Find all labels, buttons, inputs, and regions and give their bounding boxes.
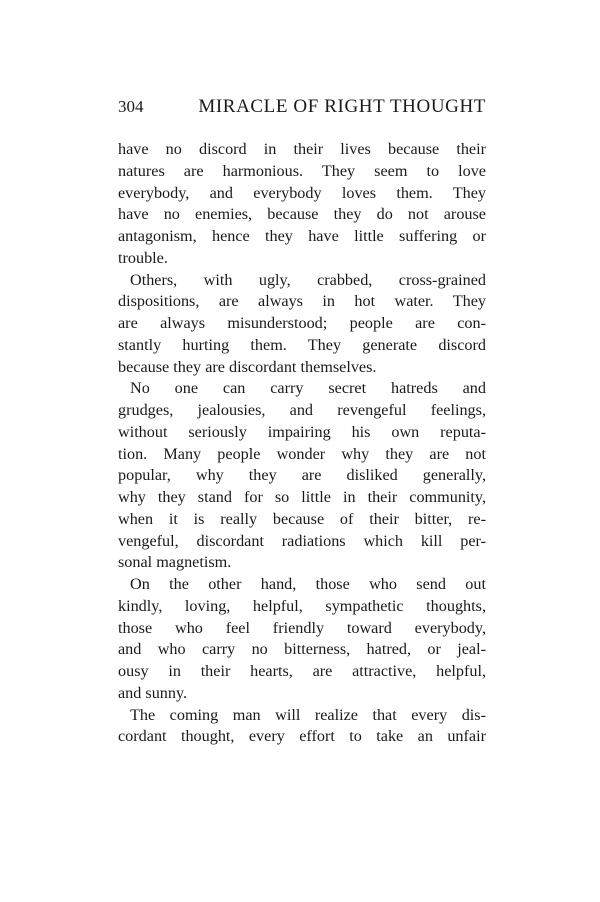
text-line: On the other hand, those who send out [130, 575, 486, 593]
text-line: and sunny. [118, 683, 188, 702]
text-line: cordant thought, every effort to take an unfair [118, 727, 486, 746]
text-line: kindly, loving, helpful, sympathetic thoughts, [118, 596, 486, 615]
text-line: and who carry no bitterness, hatred, or jeal- [118, 640, 486, 659]
paragraph [118, 270, 486, 379]
paragraph [118, 139, 486, 270]
text-line: Others, with ugly, crabbed, cross-grained [130, 270, 486, 289]
text-line: sonal magnetism. [118, 553, 232, 572]
text-line: when it is really because of their bitter, re- [118, 509, 486, 528]
running-head-title: MIRACLE OF RIGHT THOUGHT [198, 96, 486, 117]
text-line: those who feel friendly toward everybody, [118, 618, 486, 637]
paragraph [118, 378, 486, 574]
paragraph [118, 705, 486, 749]
text-line: antagonism, hence they have little suffering or [118, 227, 486, 245]
text-line: vengeful, discordant radiations which kill per- [118, 531, 486, 550]
text-line: tion. Many people wonder why they are not [118, 444, 486, 463]
text-line: popular, why they are disliked generally, [118, 466, 486, 485]
text-line: without seriously impairing his own reputa- [118, 422, 486, 441]
text-line: have no enemies, because they do not arouse [118, 205, 486, 224]
text-line: grudges, jealousies, and revengeful feelings, [118, 401, 486, 419]
text-line: ousy in their hearts, are attractive, helpful, [118, 662, 486, 680]
text-line: why they stand for so little in their community, [118, 488, 486, 506]
paragraph [118, 574, 486, 705]
text-line: are always misunderstood; people are con- [118, 314, 486, 332]
text-line: trouble. [118, 248, 168, 267]
text-line: have no discord in their lives because their [118, 140, 486, 158]
page-number: 304 [118, 97, 144, 116]
text-line: because they are discordant themselves. [118, 357, 377, 376]
page-body-text [118, 139, 486, 748]
text-line: The coming man will realize that every dis- [130, 705, 486, 724]
text-line: everybody, and everybody loves them. They [118, 183, 486, 202]
text-line: dispositions, are always in hot water. They [118, 292, 486, 311]
running-header [118, 96, 486, 120]
text-line: stantly hurting them. They generate discord [118, 335, 486, 354]
text-line: natures are harmonious. They seem to love [118, 161, 486, 180]
text-line: No one can carry secret hatreds and [130, 379, 486, 398]
